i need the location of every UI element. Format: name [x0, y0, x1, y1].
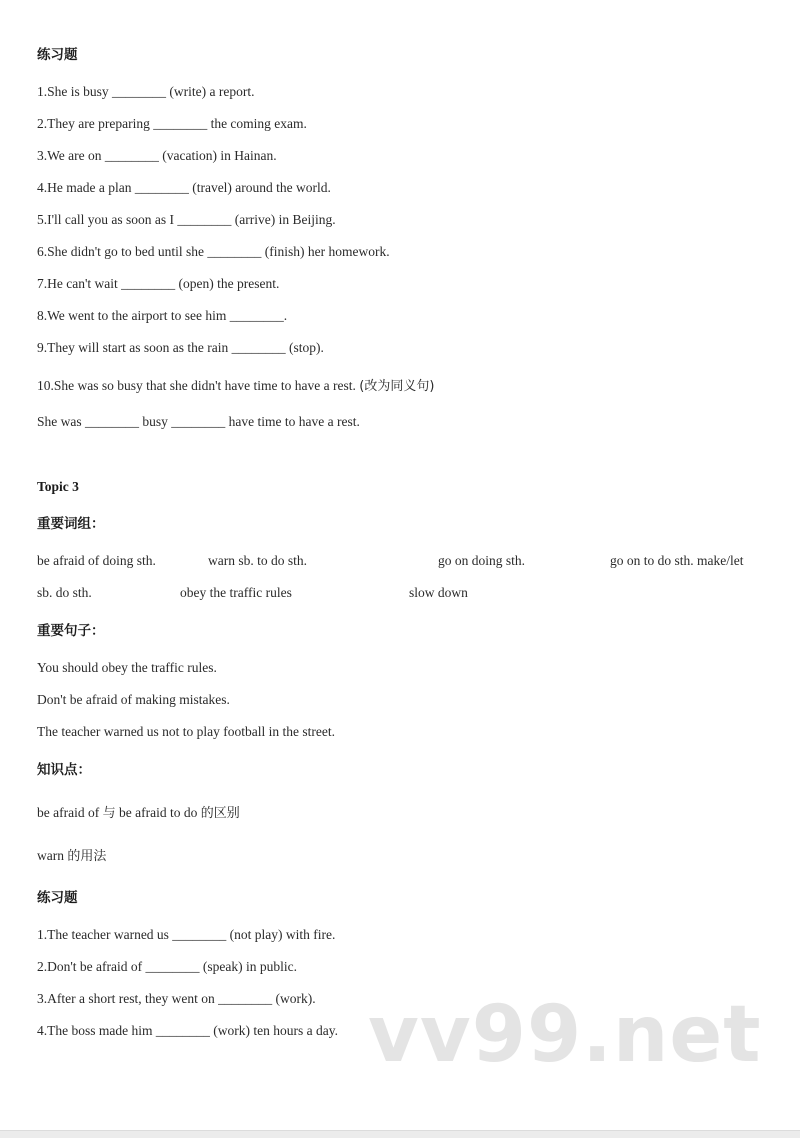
- phrase-item: slow down: [409, 585, 468, 600]
- exercise-item-7: 7.He can't wait ________ (open) the present.: [37, 276, 280, 291]
- exercise-item-10: [37, 377, 434, 396]
- knowledge-point-1-a: be afraid of: [37, 805, 100, 820]
- phrase-item: go on to do sth. make/let: [610, 553, 744, 568]
- exercise-item-6: 6.She didn't go to bed until she ________ (finish) her homework.: [37, 244, 390, 259]
- phrase-item: sb. do sth.: [37, 585, 92, 600]
- phrase-item: warn sb. to do sth.: [208, 553, 307, 568]
- knowledge-point-1: [37, 804, 240, 823]
- phrase-item: be afraid of doing sth.: [37, 553, 156, 568]
- knowledge-point-2: [37, 847, 106, 866]
- exercise-item-10-text: 10.She was so busy that she didn't have time to have a rest.: [37, 378, 356, 393]
- exercise2-item-2: 2.Don't be afraid of ________ (speak) in public.: [37, 959, 297, 974]
- sentence-item: Don't be afraid of making mistakes.: [37, 692, 230, 707]
- exercise-item-8: 8.We went to the airport to see him ________.: [37, 308, 288, 323]
- knowledge-point-2-b: 的用法: [67, 849, 107, 864]
- knowledge-point-1-b: 与: [102, 806, 116, 821]
- phrase-item: obey the traffic rules: [180, 585, 292, 600]
- exercise2-item-1: 1.The teacher warned us ________ (not play) with fire.: [37, 927, 336, 942]
- exercise-heading-2: 练习题: [37, 890, 78, 906]
- exercise-item-3: 3.We are on ________ (vacation) in Hainan.: [37, 148, 277, 163]
- knowledge-point-2-a: warn: [37, 848, 64, 863]
- exercise-item-4: 4.He made a plan ________ (travel) around the world.: [37, 180, 331, 195]
- exercise-heading: 练习题: [37, 47, 78, 63]
- topic-title: Topic 3: [37, 479, 79, 494]
- exercise-item-10-note: (改为同义句): [359, 379, 435, 394]
- exercise2-item-4: 4.The boss made him ________ (work) ten hours a day.: [37, 1023, 338, 1038]
- knowledge-heading: 知识点：: [37, 762, 91, 778]
- phrase-item: go on doing sth.: [438, 553, 526, 568]
- sentences-heading: 重要句子：: [37, 623, 105, 639]
- knowledge-point-1-c: be afraid to do: [118, 805, 198, 820]
- exercise-item-10-answer: She was ________ busy ________ have time to have a rest.: [37, 414, 360, 429]
- knowledge-point-1-d: 的区别: [200, 806, 240, 821]
- exercise-item-9: 9.They will start as soon as the rain ________ (stop).: [37, 340, 324, 355]
- sentence-item: You should obey the traffic rules.: [37, 660, 217, 675]
- watermark: vv99.net: [368, 990, 762, 1080]
- sentence-item: The teacher warned us not to play football in the street.: [37, 724, 336, 739]
- exercise-item-2: 2.They are preparing ________ the coming exam.: [37, 116, 307, 131]
- exercise2-item-3: 3.After a short rest, they went on ________ (work).: [37, 991, 316, 1006]
- exercise-item-5: 5.I'll call you as soon as I ________ (arrive) in Beijing.: [37, 212, 336, 227]
- exercise-item-1: 1.She is busy ________ (write) a report.: [37, 84, 255, 99]
- phrases-heading: 重要词组：: [37, 516, 105, 532]
